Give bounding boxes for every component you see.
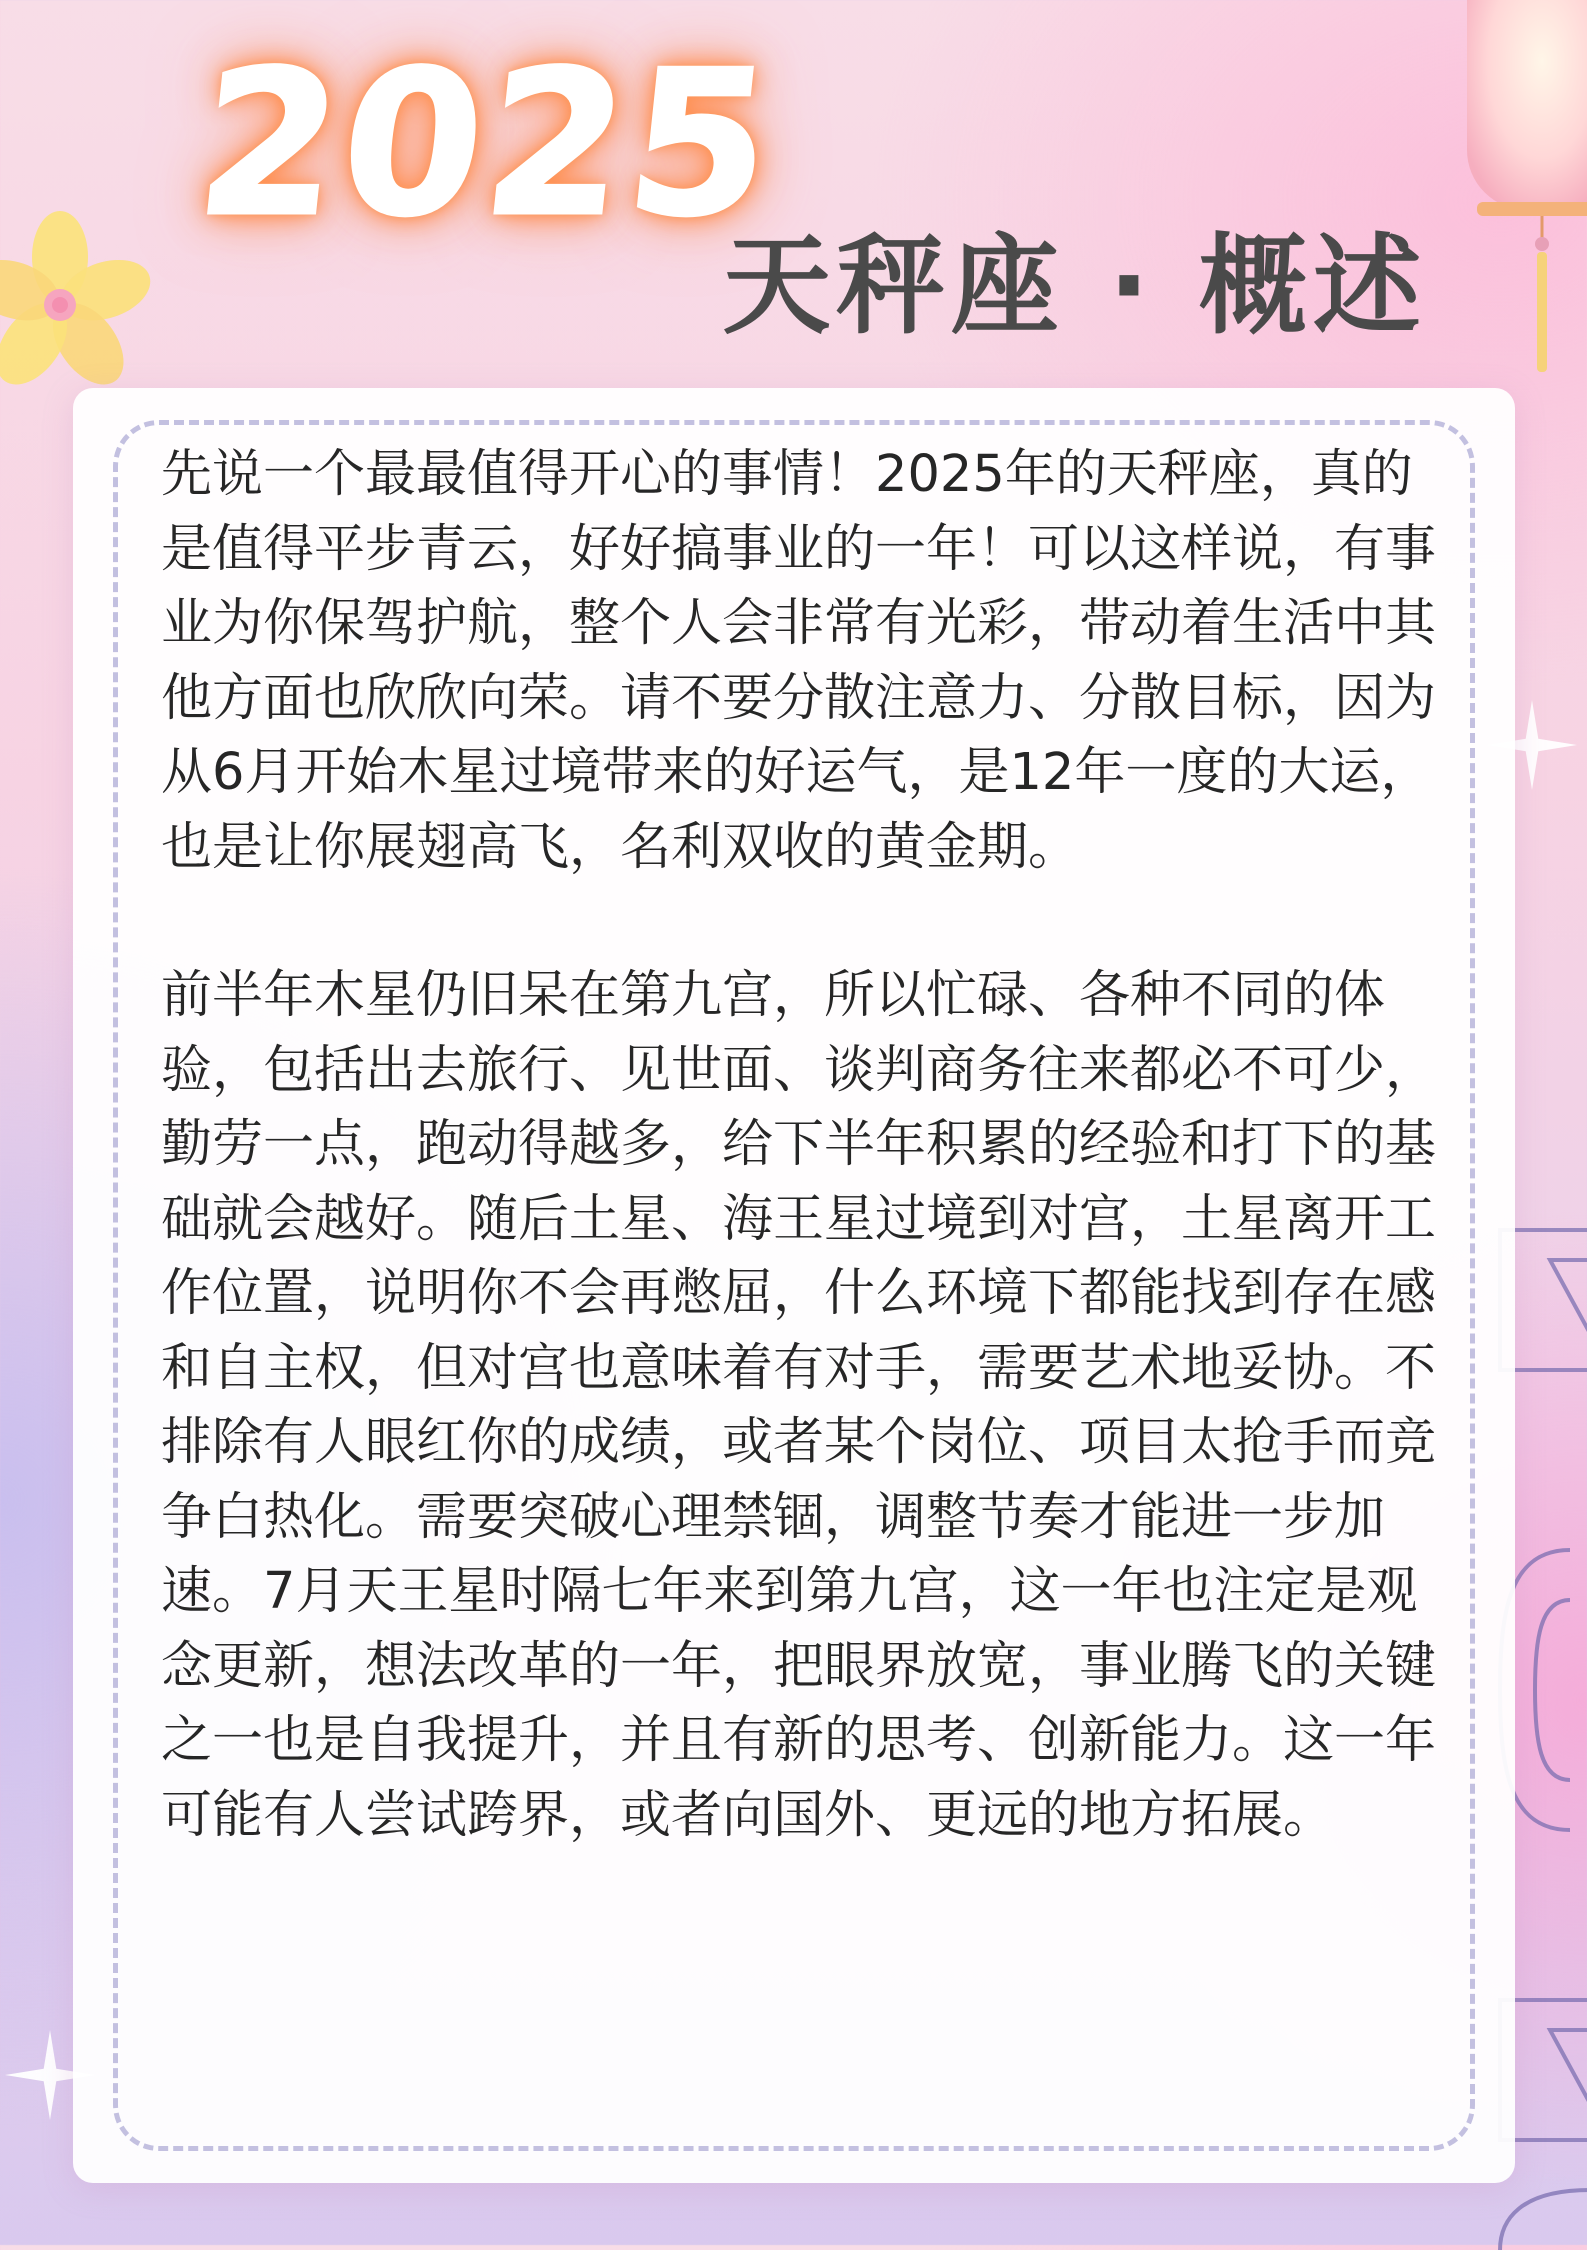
year-title: 2025 [187,28,785,261]
paragraph: 前半年木星仍旧呆在第九宫，所以忙碌、各种不同的体验，包括出去旅行、见世面、谈判商务往来都必不可少，勤劳一点，跑动得越多，给下半年积累的经验和打下的基础就会越好。随后土星、海王星过境到对宫，土星离开工作位置，说明你不会再憋屈，什么环境下都能找到存在感和自主权，但对宫也意味着有对手，需要艺术地妥协。不排除有人眼红你的成绩，或者某个岗位、项目太抢手而竞争白热化。需要突破心理禁锢，调整节奏才能进一步加速。7月天王星时隔七年来到第九宫，这一年也注定是观念更新，想法改革的一年，把眼界放宽，事业腾飞的关键之一也是自我提升，并且有新的思考、创新能力。这一年可能有人尝试跨界，或者向国外、更远的地方拓展。 [161,966,1437,1845]
content-card [73,388,1515,2183]
lantern-icon [1447,0,1587,380]
page-subtitle: 天秤座 · 概述 [722,224,1427,349]
flower-icon [0,205,160,405]
paragraph: 先说一个最最值得开心的事情！2025年的天秤座，真的是值得平步青云，好好搞事业的一年！可以这样说，有事业为你保驾护航，整个人会非常有光彩，带动着生活中其他方面也欣欣向荣。请不要分散注意力、分散目标，因为从6月开始木星过境带来的好运气，是12年一度的大运，也是让你展翅高飞，名利双收的黄金期。 [161,445,1437,877]
card-body [161,438,1436,1853]
